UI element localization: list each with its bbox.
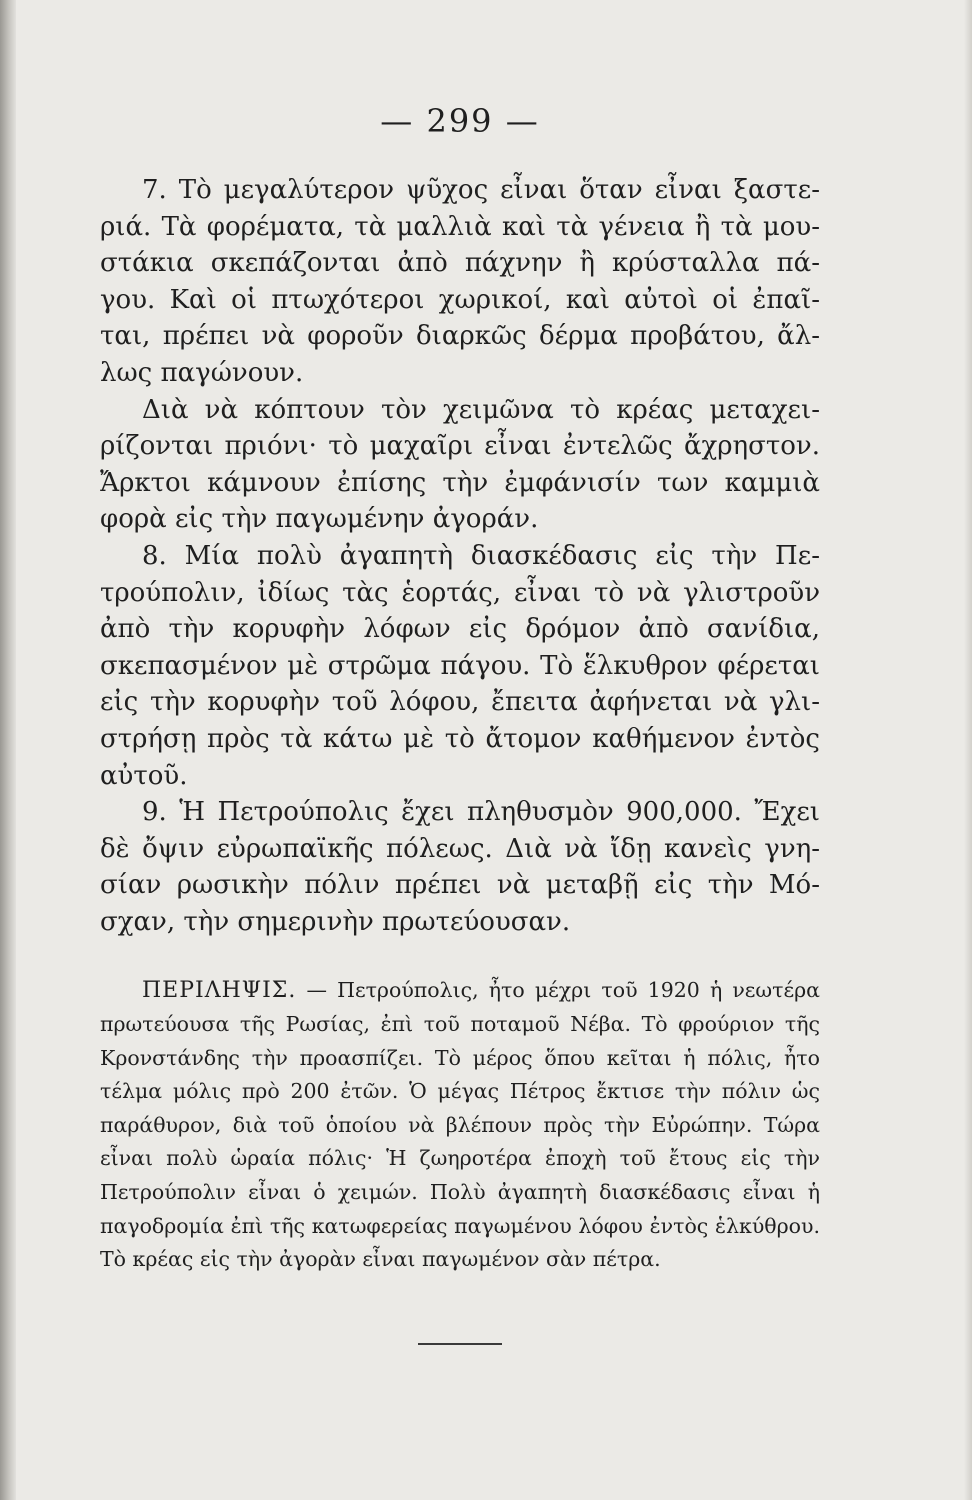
- paragraph-9: 9. Ἡ Πετρούπολις ἔχει πληθυσμὸν 900,000. Ἔχει δὲ ὄψιν εὐρωπαϊκῆς πόλεως. Διὰ νὰ ἴδῃ κανεὶς γνη-σίαν ρωσικὴν πόλιν πρέπει νὰ μεταβῇ εἰς τὴν Μό-σχαν, τὴν σημερινὴν πρωτεύουσαν.: [100, 797, 820, 937]
- book-spine-shadow: [0, 0, 16, 1500]
- book-page: [100, 100, 820, 1345]
- summary-text: — Πετρούπολις, ἦτο μέχρι τοῦ 1920 ἡ νεωτέρα πρωτεύουσα τῆς Ρωσίας, ἐπὶ τοῦ ποταμοῦ Νέβα. Τὸ φρούριον τῆς Κρονστάνδης τὴν προασπίζει. Τὸ μέρος ὅπου κεῖται ἡ πόλις, ἦτο τέλμα μόλις πρὸ 200 ἐτῶν. Ὁ μέγας Πέτρος ἔκτισε τὴν πόλιν ὡς παράθυρον, διὰ τοῦ ὁποίου νὰ βλέπουν πρὸς τὴν Εὐρώπην. Τώρα εἶναι πολὺ ὡραία πόλις· Ἡ ζωηροτέρα ἐποχὴ τοῦ ἔτους εἰς τὴν Πετρούπολιν εἶναι ὁ χειμών. Πολὺ ἀγαπητὴ διασκέδασις εἶναι ἡ παγοδρομία ἐπὶ τῆς κατωφερείας παγωμένου λόφου ἐντὸς ἑλκύθρου. Τὸ κρέας εἰς τὴν ἀγορὰν εἶναι παγωμένον σὰν πέτρα.: [100, 978, 820, 1272]
- paragraph-8: 8. Μία πολὺ ἀγαπητὴ διασκέδασις εἰς τὴν Πε-τρούπολιν, ἰδίως τὰς ἑορτάς, εἶναι τὸ νὰ γλιστροῦν ἀπὸ τὴν κορυφὴν λόφων εἰς δρόμον ἀπὸ σανίδια, σκεπασμένον μὲ στρῶμα πάγου. Τὸ ἕλκυθρον φέρεται εἰς τὴν κορυφὴν τοῦ λόφου, ἔπειτα ἀφήνεται νὰ γλι-στρήσῃ πρὸς τὰ κάτω μὲ τὸ ἄτομον καθήμενον ἐντὸς αὐτοῦ.: [100, 540, 820, 791]
- summary-paragraph: [100, 974, 820, 1276]
- paragraph-7: 7. Τὸ μεγαλύτερον ψῦχος εἶναι ὅταν εἶναι ξαστε-ριά. Τὰ φορέματα, τὰ μαλλιὰ καὶ τὰ γένεια ἢ τὰ μου-στάκια σκεπάζονται ἀπὸ πάχνην ἢ κρύσταλλα πά-γου. Καὶ οἱ πτωχότεροι χωρικοί, καὶ αὐτοὶ οἱ ἐπαῖ-ται, πρέπει νὰ φοροῦν διαρκῶς δέρμα προβάτου, ἄλ-λως παγώνουν.: [100, 175, 820, 388]
- paragraph-meat: Διὰ νὰ κόπτουν τὸν χειμῶνα τὸ κρέας μεταχει-ρίζονται πριόνι· τὸ μαχαῖρι εἶναι ἐντελῶς ἄχρηστον. Ἄρκτοι κάμνουν ἐπίσης τὴν ἐμφάνισίν των καμμιὰ φορὰ εἰς τὴν παγωμένην ἀγοράν.: [100, 394, 820, 535]
- end-rule: [418, 1343, 502, 1345]
- page-number: — 299 —: [380, 102, 540, 140]
- summary-label: ΠΕΡΙΛΗΨΙΣ.: [142, 978, 297, 1004]
- page-edge: [964, 0, 972, 1500]
